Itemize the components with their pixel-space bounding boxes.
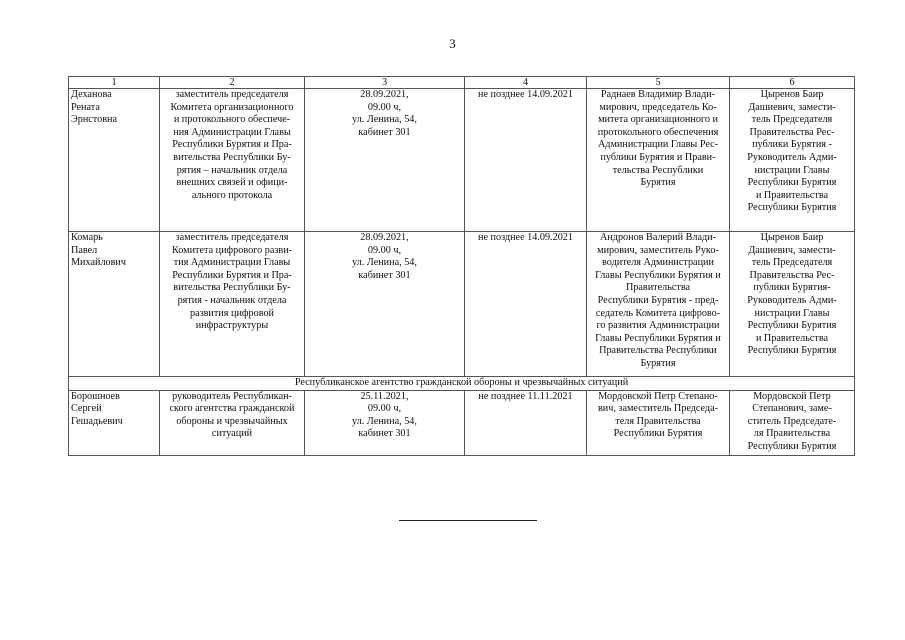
text-line: Бурятия	[640, 357, 676, 369]
text-line: тия Администрации Главы	[173, 257, 291, 269]
text-line: ля Правительства	[753, 428, 831, 440]
text-line: Правительства Республики	[599, 345, 717, 357]
text-line: кабинет 301	[358, 428, 411, 440]
separator-line	[399, 520, 537, 521]
text-line: Администрации Главы Рес-	[597, 139, 719, 151]
text-line: не позднее 14.09.2021	[478, 89, 573, 100]
text-line: публики Бурятия-	[753, 282, 831, 294]
table-row	[69, 232, 855, 377]
person-name-cell	[69, 390, 160, 455]
text-line: публики Бурятия и Прави-	[600, 151, 716, 163]
text-line: и Правительства	[755, 332, 829, 344]
text-line: не позднее 11.11.2021	[478, 390, 573, 402]
page-number: 3	[449, 36, 456, 51]
responsible-cell	[587, 390, 730, 455]
text-line: седатель Комитета цифрово-	[595, 307, 721, 319]
position-cell	[160, 390, 305, 455]
text-line: Сергей	[71, 403, 102, 415]
text-line: Комарь	[71, 232, 103, 243]
text-line: Республики Бурятия - пред-	[597, 294, 719, 306]
schedule-table	[68, 76, 855, 456]
person-name-cell	[69, 232, 160, 377]
text-line: 25.11.2021,	[360, 390, 409, 402]
person-name-cell	[69, 89, 160, 232]
text-line: обороны и чрезвычайных	[176, 415, 288, 427]
text-line: Деханова	[71, 89, 112, 100]
text-line: нистрации Главы	[754, 307, 830, 319]
time-place-cell	[305, 390, 465, 455]
column-header: 2	[160, 77, 305, 89]
deadline-cell	[465, 232, 587, 377]
text-line: 09.00 ч,	[367, 101, 402, 113]
text-line: ситуаций	[211, 428, 253, 440]
text-line: и Правительства	[755, 189, 829, 201]
table-row	[69, 89, 855, 232]
column-header: 4	[465, 77, 587, 89]
supervisor-cell	[730, 232, 855, 377]
text-line: Андронов Валерий Влади-	[599, 232, 717, 243]
text-line: Степанович, заме-	[752, 403, 832, 415]
text-line: Раднаев Владимир Влади-	[600, 89, 716, 100]
text-line: заместитель председателя	[175, 232, 289, 243]
text-line: публики Бурятия -	[752, 139, 832, 151]
text-line: водителя Администрации	[602, 257, 714, 269]
table-header-row	[69, 77, 855, 89]
column-header: 6	[730, 77, 855, 89]
text-line: 09.00 ч,	[367, 403, 402, 415]
text-line: кабинет 301	[358, 126, 411, 138]
text-line: митета организационного и	[598, 114, 718, 126]
text-line: вительства Республики Бу-	[173, 151, 291, 163]
supervisor-cell	[730, 390, 855, 455]
text-line: рятия – начальник отдела	[176, 164, 288, 176]
text-line: ул. Ленина, 54,	[352, 415, 417, 427]
text-line: тель Председателя	[751, 114, 833, 126]
text-line: ул. Ленина, 54,	[352, 114, 417, 126]
text-line: Гешадьевич	[71, 415, 123, 427]
text-line: 28.09.2021,	[360, 232, 409, 243]
text-line: инфраструктуры	[195, 320, 269, 332]
text-line: Республики Бурятия и Пра-	[172, 139, 292, 151]
text-line: Республики Бурятия	[613, 428, 703, 440]
deadline-cell	[465, 89, 587, 232]
position-cell	[160, 89, 305, 232]
text-line: Мордовской Петр Степано-	[598, 390, 718, 402]
text-line: развития цифровой	[189, 307, 275, 319]
text-line: Павел	[71, 244, 98, 256]
time-place-cell	[305, 89, 465, 232]
text-line: ального протокола	[191, 189, 273, 201]
column-header: 1	[69, 77, 160, 89]
text-line: Эрнстовна	[71, 114, 117, 126]
text-line: Республики Бурятия	[747, 177, 837, 189]
text-line: Республики Бурятия	[747, 202, 837, 214]
text-line: Правительства Рес-	[749, 126, 835, 138]
deadline-cell	[465, 390, 587, 455]
text-line: Главы Республики Бурятия и	[595, 269, 721, 281]
text-line: протокольного обеспечения	[597, 126, 719, 138]
text-line: Республики Бурятия и Пра-	[172, 269, 292, 281]
time-place-cell	[305, 232, 465, 377]
text-line: тельства Республики	[612, 164, 704, 176]
table-row	[69, 390, 855, 455]
text-line: заместитель председателя	[175, 89, 289, 100]
text-line: Дашиевич, замести-	[748, 101, 836, 113]
text-line: го развития Администрации	[596, 320, 720, 332]
text-line: руководитель Республикан-	[172, 390, 292, 402]
text-line: Республики Бурятия	[747, 345, 837, 357]
text-line: Цыренов Баир	[760, 89, 824, 100]
supervisor-cell	[730, 89, 855, 232]
text-line: 28.09.2021,	[360, 89, 409, 100]
text-line: кабинет 301	[358, 269, 411, 281]
text-line: Правительства Рес-	[749, 269, 835, 281]
text-line: Дашиевич, замести-	[748, 244, 836, 256]
text-line: Комитета цифрового разви-	[171, 244, 293, 256]
text-line: ститель Председате-	[747, 415, 837, 427]
text-line: ния Администрации Главы	[173, 126, 291, 138]
text-line: Рената	[71, 101, 100, 113]
text-line: нистрации Главы	[754, 164, 830, 176]
text-line: Республики Бурятия	[747, 440, 837, 452]
text-line: вич, заместитель Председа-	[597, 403, 719, 415]
text-line: внешних связей и офици-	[176, 177, 288, 189]
position-cell	[160, 232, 305, 377]
text-line: мирович, председатель Ко-	[599, 101, 717, 113]
text-line: Цыренов Баир	[760, 232, 824, 243]
text-line: Бурятия	[640, 177, 676, 189]
text-line: ул. Ленина, 54,	[352, 257, 417, 269]
responsible-cell	[587, 89, 730, 232]
text-line: Правительства	[625, 282, 691, 294]
section-row	[69, 377, 855, 391]
column-header: 5	[587, 77, 730, 89]
text-line: Михайлович	[71, 257, 127, 269]
text-line: Комитета организационного	[170, 101, 294, 113]
text-line: тель Председателя	[751, 257, 833, 269]
text-line: Главы Республики Бурятия и	[595, 332, 721, 344]
text-line: теля Правительства	[615, 415, 701, 427]
column-header: 3	[305, 77, 465, 89]
text-line: Руководитель Адми-	[747, 294, 837, 306]
text-line: 09.00 ч,	[367, 244, 402, 256]
section-title: Республиканское агентство гражданской обороны и чрезвычайных ситуаций	[69, 377, 855, 391]
text-line: Республики Бурятия	[747, 320, 837, 332]
text-line: не позднее 14.09.2021	[478, 232, 573, 243]
responsible-cell	[587, 232, 730, 377]
text-line: вительства Республики Бу-	[173, 282, 291, 294]
text-line: и протокольного обеспече-	[173, 114, 291, 126]
text-line: Мордовской Петр	[753, 390, 831, 402]
text-line: ского агентства гражданской	[169, 403, 295, 415]
text-line: мирович, заместитель Руко-	[597, 244, 719, 256]
text-line: Борошноев	[71, 390, 120, 402]
text-line: рятия - начальник отдела	[177, 294, 287, 306]
text-line: Руководитель Адми-	[747, 151, 837, 163]
